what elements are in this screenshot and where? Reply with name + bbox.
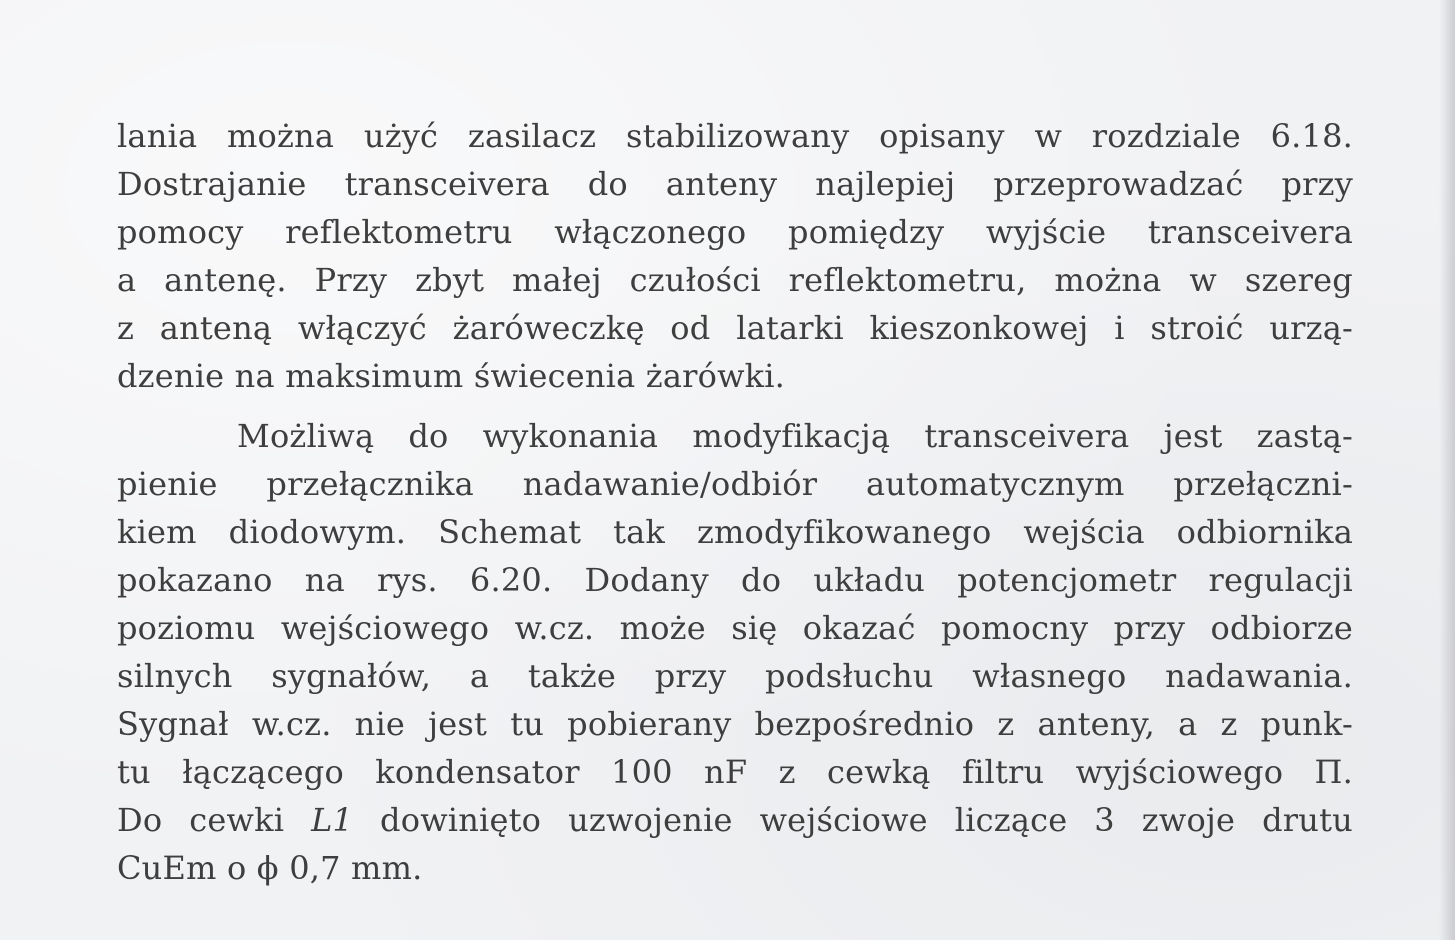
component-label: L1 — [311, 801, 354, 839]
text-line: Możliwą do wykonania modyfikacją transceivera jest zastą- — [237, 417, 1353, 455]
paragraph-2 — [117, 412, 1353, 892]
text-line: a antenę. Przy zbyt małej czułości reflektometru, można w szereg — [117, 261, 1353, 299]
paragraph-1 — [117, 112, 1353, 400]
text-line: poziomu wejściowego w.cz. może się okazać pomocny przy odbiorze — [117, 609, 1353, 647]
page-edge-shadow — [1439, 0, 1455, 940]
text-fragment: Do cewki — [117, 801, 312, 839]
text-line: pienie przełącznika nadawanie/odbiór automatycznym przełączni- — [117, 465, 1353, 503]
text-fragment: dowinięto uzwojenie wejściowe liczące 3 zwoje drutu — [353, 801, 1353, 839]
text-line — [117, 796, 1353, 844]
text-line: kiem diodowym. Schemat tak zmodyfikowanego wejścia odbiornika — [117, 513, 1353, 551]
paragraph-gap — [117, 400, 1353, 412]
text-line: CuEm o ϕ 0,7 mm. — [117, 849, 423, 887]
text-line: lania można użyć zasilacz stabilizowany opisany w rozdziale 6.18. — [117, 117, 1353, 155]
text-line: Dostrajanie transceivera do anteny najlepiej przeprowadzać przy — [117, 165, 1353, 203]
text-line: tu łączącego kondensator 100 nF z cewką filtru wyjściowego Π. — [117, 753, 1353, 791]
text-line: dzenie na maksimum świecenia żarówki. — [117, 357, 786, 395]
text-line: z anteną włączyć żaróweczkę od latarki kieszonkowej i stroić urzą- — [117, 309, 1353, 347]
text-block — [117, 112, 1353, 892]
text-line: Sygnał w.cz. nie jest tu pobierany bezpośrednio z anteny, a z punk- — [117, 705, 1353, 743]
text-line: pomocy reflektometru włączonego pomiędzy wyjście transceivera — [117, 213, 1353, 251]
text-line: silnych sygnałów, a także przy podsłuchu własnego nadawania. — [117, 657, 1353, 695]
text-line: pokazano na rys. 6.20. Dodany do układu potencjometr regulacji — [117, 561, 1353, 599]
